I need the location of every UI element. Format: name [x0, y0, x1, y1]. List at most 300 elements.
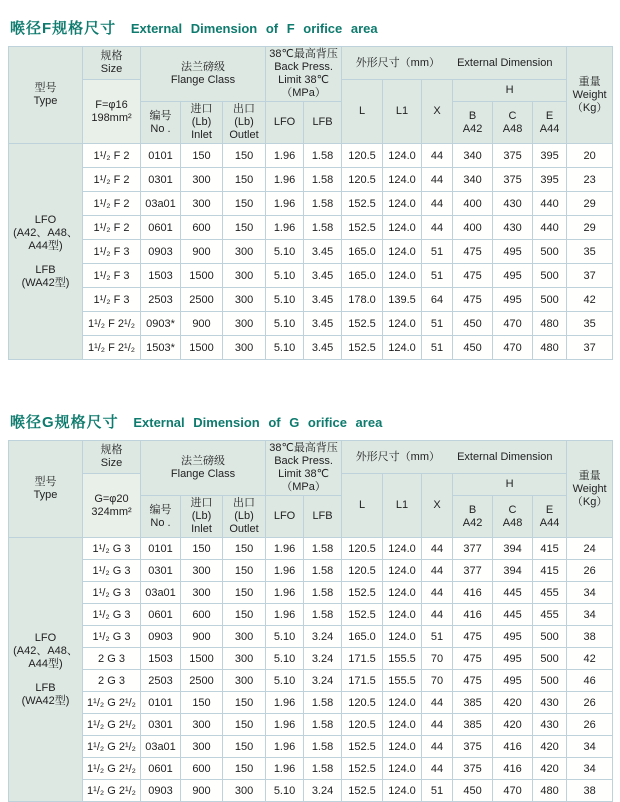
weight-header-en: Weight [572, 88, 607, 101]
cell-c-a48: 470 [493, 336, 533, 360]
cell-size: 1¹/₂ G 2¹/₂ [83, 736, 141, 758]
lfb-header: LFB [304, 496, 342, 538]
cell-weight: 24 [567, 538, 613, 560]
x-header: X [422, 80, 453, 144]
cell-x: 44 [422, 604, 453, 626]
cell-inlet: 150 [181, 538, 223, 560]
f-orifice-section [8, 12, 612, 360]
cell-lfb: 1.58 [304, 216, 342, 240]
cell-inlet: 150 [181, 144, 223, 168]
cell-lfo: 1.96 [266, 168, 304, 192]
x-header: X [422, 474, 453, 538]
cell-no: 1503 [141, 648, 181, 670]
cell-l: 152.5 [342, 192, 383, 216]
cell-outlet: 150 [223, 560, 266, 582]
cell-l1: 124.0 [383, 538, 422, 560]
type-group-cell [9, 538, 83, 802]
flange-class-header [141, 47, 266, 102]
type-group [10, 632, 81, 671]
flange-class-header [141, 441, 266, 496]
size-header [83, 47, 141, 80]
cell-x: 44 [422, 758, 453, 780]
cell-b-a42: 377 [453, 560, 493, 582]
e-a44-header [533, 496, 567, 538]
cell-x: 51 [422, 336, 453, 360]
cell-lfo: 5.10 [266, 336, 304, 360]
cell-outlet: 150 [223, 582, 266, 604]
cell-lfb: 3.45 [304, 312, 342, 336]
type-group-note: (WA42型) [21, 694, 70, 707]
f-title-chinese: 喉径F规格尺寸 [10, 20, 117, 37]
cell-c-a48: 375 [493, 168, 533, 192]
cell-outlet: 150 [223, 192, 266, 216]
c-header: C [508, 503, 517, 516]
cell-l1: 124.0 [383, 144, 422, 168]
cell-weight: 42 [567, 288, 613, 312]
cell-weight: 34 [567, 582, 613, 604]
cell-size: 1¹/₂ G 2¹/₂ [83, 758, 141, 780]
type-header-en: Type [33, 489, 58, 501]
cell-l: 152.5 [342, 604, 383, 626]
cell-lfo: 1.96 [266, 144, 304, 168]
cell-b-a42: 450 [453, 336, 493, 360]
type-group-name: LFB [35, 263, 56, 276]
cell-weight: 38 [567, 780, 613, 802]
table-row [9, 168, 613, 192]
cell-no: 0301 [141, 168, 181, 192]
cell-size: 1¹/₂ G 2¹/₂ [83, 714, 141, 736]
cell-b-a42: 400 [453, 192, 493, 216]
cell-x: 51 [422, 264, 453, 288]
cell-c-a48: 495 [493, 264, 533, 288]
cell-outlet: 300 [223, 780, 266, 802]
cell-e-a44: 455 [533, 582, 567, 604]
cell-c-a48: 495 [493, 648, 533, 670]
type-group [10, 214, 81, 253]
table-row [9, 264, 613, 288]
cell-b-a42: 475 [453, 264, 493, 288]
inlet-header [181, 102, 223, 144]
cell-outlet: 300 [223, 288, 266, 312]
no-header [141, 102, 181, 144]
cell-l: 120.5 [342, 714, 383, 736]
a48-header: A48 [502, 122, 523, 135]
cell-lfo: 5.10 [266, 780, 304, 802]
type-group-name: LFO [34, 213, 57, 226]
cell-lfb: 3.45 [304, 288, 342, 312]
cell-no: 0101 [141, 538, 181, 560]
f-table-header [9, 47, 613, 144]
cell-l1: 124.0 [383, 312, 422, 336]
cell-inlet: 2500 [181, 670, 223, 692]
f-table-body [9, 144, 613, 360]
lfo-header: LFO [266, 102, 304, 144]
cell-weight: 34 [567, 604, 613, 626]
a44-header: A44 [539, 516, 560, 529]
weight-header [567, 441, 613, 538]
type-group [10, 264, 81, 290]
bp-line4: （MPa） [281, 481, 326, 493]
cell-inlet: 900 [181, 626, 223, 648]
cell-outlet: 150 [223, 144, 266, 168]
cell-size: 1¹/₂ F 2 [83, 216, 141, 240]
type-group-note: (WA42型) [21, 276, 70, 289]
cell-c-a48: 420 [493, 714, 533, 736]
cell-e-a44: 440 [533, 216, 567, 240]
cell-l: 152.5 [342, 582, 383, 604]
cell-b-a42: 475 [453, 670, 493, 692]
bp-line1: 38℃最高背压 [269, 442, 338, 454]
b-a42-header [453, 496, 493, 538]
table-row [9, 780, 613, 802]
cell-lfb: 3.24 [304, 670, 342, 692]
cell-size: 1¹/₂ F 3 [83, 288, 141, 312]
cell-size: 1¹/₂ G 2¹/₂ [83, 780, 141, 802]
cell-no: 0903 [141, 240, 181, 264]
f-spec-value: F=φ16 [95, 98, 128, 111]
cell-x: 51 [422, 780, 453, 802]
g-table-body [9, 538, 613, 802]
cell-lfo: 5.10 [266, 264, 304, 288]
cell-l: 171.5 [342, 648, 383, 670]
cell-c-a48: 495 [493, 288, 533, 312]
cell-b-a42: 475 [453, 288, 493, 312]
outlet-header [223, 102, 266, 144]
cell-weight: 38 [567, 626, 613, 648]
size-header-en: Size [100, 457, 123, 469]
table-row [9, 670, 613, 692]
type-group-cell [9, 144, 83, 360]
cell-c-a48: 445 [493, 582, 533, 604]
cell-l1: 124.0 [383, 240, 422, 264]
cell-x: 51 [422, 240, 453, 264]
cell-e-a44: 500 [533, 264, 567, 288]
cell-b-a42: 385 [453, 692, 493, 714]
no-header-en: No . [150, 516, 171, 529]
cell-e-a44: 395 [533, 168, 567, 192]
cell-e-a44: 420 [533, 736, 567, 758]
cell-size: 2 G 3 [83, 670, 141, 692]
cell-outlet: 150 [223, 168, 266, 192]
cell-l1: 124.0 [383, 692, 422, 714]
cell-no: 1503 [141, 264, 181, 288]
dims-header-en: External Dimension [457, 56, 553, 69]
a42-header: A42 [462, 516, 483, 529]
table-row [9, 336, 613, 360]
cell-lfo: 5.10 [266, 626, 304, 648]
cell-lfb: 1.58 [304, 168, 342, 192]
cell-b-a42: 475 [453, 626, 493, 648]
no-header-zh: 编号 [149, 503, 172, 516]
cell-outlet: 150 [223, 758, 266, 780]
g-table-header [9, 441, 613, 538]
cell-lfb: 1.58 [304, 582, 342, 604]
cell-lfb: 1.58 [304, 714, 342, 736]
f-area-value: 198mm² [91, 111, 132, 124]
cell-c-a48: 495 [493, 626, 533, 648]
cell-lfo: 1.96 [266, 192, 304, 216]
flange-header-zh: 法兰磅级 [181, 61, 226, 73]
cell-inlet: 900 [181, 780, 223, 802]
table-row [9, 538, 613, 560]
outlet-header-en: Outlet [229, 523, 259, 535]
cell-b-a42: 475 [453, 648, 493, 670]
type-group-note: (A42、A48、A44型) [13, 644, 78, 670]
cell-weight: 34 [567, 736, 613, 758]
cell-inlet: 300 [181, 560, 223, 582]
flange-header-en: Flange Class [170, 74, 236, 86]
lfb-header: LFB [304, 102, 342, 144]
bp-line3: Limit 38℃ [278, 468, 329, 480]
cell-x: 44 [422, 714, 453, 736]
cell-x: 44 [422, 216, 453, 240]
cell-outlet: 300 [223, 670, 266, 692]
no-header-zh: 编号 [149, 109, 172, 122]
cell-no: 0601 [141, 604, 181, 626]
cell-e-a44: 500 [533, 288, 567, 312]
cell-size: 1¹/₂ F 2 [83, 144, 141, 168]
bp-line3: Limit 38℃ [278, 74, 329, 86]
cell-e-a44: 455 [533, 604, 567, 626]
e-header: E [545, 503, 554, 516]
inlet-header-en: Inlet [191, 129, 212, 141]
cell-no: 0301 [141, 714, 181, 736]
cell-l1: 124.0 [383, 168, 422, 192]
cell-e-a44: 430 [533, 714, 567, 736]
cell-l: 152.5 [342, 312, 383, 336]
cell-lfb: 1.58 [304, 192, 342, 216]
cell-lfb: 3.45 [304, 240, 342, 264]
cell-lfb: 3.24 [304, 626, 342, 648]
cell-inlet: 300 [181, 192, 223, 216]
cell-l1: 124.0 [383, 582, 422, 604]
cell-l1: 124.0 [383, 780, 422, 802]
cell-x: 51 [422, 312, 453, 336]
flange-header-zh: 法兰磅级 [181, 455, 226, 467]
cell-l1: 124.0 [383, 626, 422, 648]
cell-no: 1503* [141, 336, 181, 360]
cell-outlet: 300 [223, 626, 266, 648]
cell-l: 165.0 [342, 264, 383, 288]
cell-l: 120.5 [342, 144, 383, 168]
cell-e-a44: 480 [533, 780, 567, 802]
cell-b-a42: 385 [453, 714, 493, 736]
inlet-header [181, 496, 223, 538]
e-a44-header [533, 102, 567, 144]
cell-no: 03a01 [141, 192, 181, 216]
cell-l1: 155.5 [383, 648, 422, 670]
cell-no: 0101 [141, 144, 181, 168]
dims-header-zh: 外形尺寸（mm） [355, 56, 441, 69]
cell-c-a48: 375 [493, 144, 533, 168]
cell-inlet: 300 [181, 714, 223, 736]
b-header: B [468, 109, 477, 122]
b-header: B [468, 503, 477, 516]
cell-no: 2503 [141, 670, 181, 692]
cell-weight: 35 [567, 312, 613, 336]
cell-lfb: 3.45 [304, 264, 342, 288]
bp-line2: Back Press. [274, 455, 333, 467]
cell-no: 03a01 [141, 582, 181, 604]
cell-outlet: 300 [223, 264, 266, 288]
cell-l: 120.5 [342, 560, 383, 582]
table-row [9, 758, 613, 780]
size-header-en: Size [100, 63, 123, 75]
cell-weight: 26 [567, 560, 613, 582]
cell-x: 44 [422, 168, 453, 192]
cell-l: 152.5 [342, 736, 383, 758]
cell-no: 0101 [141, 692, 181, 714]
cell-lfo: 5.10 [266, 288, 304, 312]
cell-b-a42: 375 [453, 758, 493, 780]
cell-lfb: 1.58 [304, 758, 342, 780]
table-row [9, 604, 613, 626]
cell-l1: 124.0 [383, 560, 422, 582]
cell-size: 1¹/₂ F 3 [83, 264, 141, 288]
cell-size: 1¹/₂ G 3 [83, 538, 141, 560]
cell-l: 120.5 [342, 168, 383, 192]
cell-c-a48: 416 [493, 736, 533, 758]
cell-e-a44: 500 [533, 648, 567, 670]
table-row [9, 582, 613, 604]
cell-lfo: 5.10 [266, 312, 304, 336]
cell-c-a48: 416 [493, 758, 533, 780]
table-row [9, 736, 613, 758]
cell-e-a44: 480 [533, 336, 567, 360]
cell-weight: 20 [567, 144, 613, 168]
cell-weight: 26 [567, 714, 613, 736]
cell-l: 152.5 [342, 336, 383, 360]
cell-c-a48: 445 [493, 604, 533, 626]
cell-inlet: 300 [181, 582, 223, 604]
cell-e-a44: 430 [533, 692, 567, 714]
no-header [141, 496, 181, 538]
cell-size: 1¹/₂ F 2 [83, 192, 141, 216]
cell-b-a42: 475 [453, 240, 493, 264]
cell-no: 0601 [141, 216, 181, 240]
c-a48-header [493, 102, 533, 144]
cell-lfo: 1.96 [266, 560, 304, 582]
cell-size: 1¹/₂ G 3 [83, 604, 141, 626]
outlet-header-zh: 出口(Lb) [233, 103, 256, 128]
cell-inlet: 300 [181, 168, 223, 192]
cell-weight: 35 [567, 240, 613, 264]
cell-b-a42: 340 [453, 144, 493, 168]
cell-c-a48: 394 [493, 538, 533, 560]
type-group [10, 682, 81, 708]
external-dimension-header [342, 441, 567, 474]
cell-size: 1¹/₂ F 2¹/₂ [83, 336, 141, 360]
dims-header-en: External Dimension [457, 450, 553, 463]
cell-lfb: 3.24 [304, 648, 342, 670]
cell-size: 1¹/₂ G 3 [83, 582, 141, 604]
cell-x: 44 [422, 560, 453, 582]
l-header: L [342, 80, 383, 144]
cell-weight: 29 [567, 216, 613, 240]
weight-header-en: Weight [572, 482, 607, 495]
cell-size: 1¹/₂ F 3 [83, 240, 141, 264]
cell-lfo: 5.10 [266, 240, 304, 264]
c-a48-header [493, 496, 533, 538]
type-header-en: Type [33, 95, 58, 107]
cell-no: 0903 [141, 780, 181, 802]
cell-lfo: 1.96 [266, 758, 304, 780]
cell-lfo: 5.10 [266, 670, 304, 692]
size-header [83, 441, 141, 474]
type-header-zh: 型号 [34, 476, 57, 488]
cell-x: 44 [422, 736, 453, 758]
cell-l1: 124.0 [383, 264, 422, 288]
cell-x: 44 [422, 692, 453, 714]
size-header-zh: 规格 [100, 444, 123, 456]
type-header [9, 441, 83, 538]
cell-inlet: 300 [181, 736, 223, 758]
inlet-header-zh: 进口(Lb) [190, 497, 213, 522]
cell-outlet: 300 [223, 312, 266, 336]
cell-c-a48: 495 [493, 670, 533, 692]
cell-lfo: 1.96 [266, 736, 304, 758]
cell-x: 44 [422, 582, 453, 604]
cell-outlet: 150 [223, 692, 266, 714]
cell-c-a48: 420 [493, 692, 533, 714]
cell-l: 171.5 [342, 670, 383, 692]
cell-l: 152.5 [342, 780, 383, 802]
cell-e-a44: 420 [533, 758, 567, 780]
cell-inlet: 600 [181, 216, 223, 240]
cell-l1: 124.0 [383, 604, 422, 626]
cell-lfb: 1.58 [304, 538, 342, 560]
cell-x: 70 [422, 670, 453, 692]
l1-header: L1 [383, 474, 422, 538]
cell-l: 120.5 [342, 538, 383, 560]
weight-header [567, 47, 613, 144]
e-header: E [545, 109, 554, 122]
cell-weight: 37 [567, 264, 613, 288]
dims-header-zh: 外形尺寸（mm） [355, 450, 441, 463]
cell-size: 1¹/₂ F 2 [83, 168, 141, 192]
cell-l1: 124.0 [383, 216, 422, 240]
inlet-header-zh: 进口(Lb) [190, 103, 213, 128]
l-header: L [342, 474, 383, 538]
cell-inlet: 600 [181, 604, 223, 626]
cell-x: 70 [422, 648, 453, 670]
cell-lfo: 1.96 [266, 692, 304, 714]
cell-no: 2503 [141, 288, 181, 312]
cell-e-a44: 500 [533, 670, 567, 692]
c-header: C [508, 109, 517, 122]
f-dimension-table [8, 46, 613, 360]
cell-x: 44 [422, 144, 453, 168]
cell-e-a44: 480 [533, 312, 567, 336]
cell-l1: 124.0 [383, 758, 422, 780]
cell-l: 165.0 [342, 240, 383, 264]
type-group-name: LFO [34, 631, 57, 644]
cell-lfb: 1.58 [304, 736, 342, 758]
cell-c-a48: 430 [493, 216, 533, 240]
cell-size: 1¹/₂ G 3 [83, 560, 141, 582]
cell-b-a42: 377 [453, 538, 493, 560]
cell-no: 0301 [141, 560, 181, 582]
outlet-header-en: Outlet [229, 129, 259, 141]
cell-outlet: 300 [223, 336, 266, 360]
f-spec-cell [83, 80, 141, 144]
cell-inlet: 1500 [181, 336, 223, 360]
cell-c-a48: 470 [493, 780, 533, 802]
cell-outlet: 150 [223, 216, 266, 240]
weight-header-zh: 重量 [578, 469, 601, 482]
cell-e-a44: 415 [533, 538, 567, 560]
cell-l: 178.0 [342, 288, 383, 312]
